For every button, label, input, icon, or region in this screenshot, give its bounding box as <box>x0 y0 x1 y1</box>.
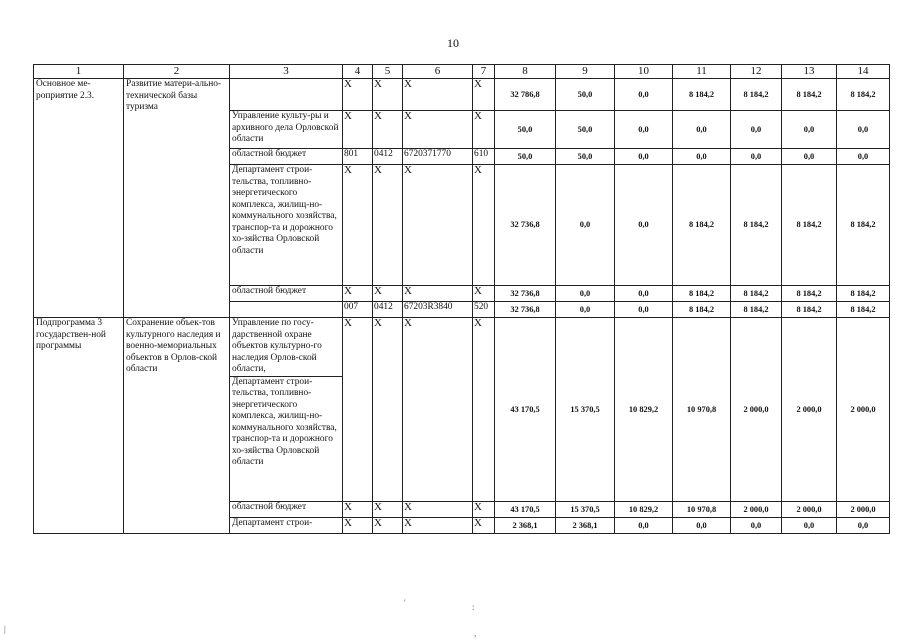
value-cell: 10 970,8 <box>673 502 731 518</box>
code-cell: X <box>473 165 495 286</box>
code-cell: X <box>343 79 373 111</box>
page-number: 10 <box>447 36 459 50</box>
subprogram-title: Сохранение объек-тов культурного наследия и военно-мемориальных объектов в Орлов-ской области <box>124 318 230 534</box>
value-cell: 8 184,2 <box>837 79 890 111</box>
value-cell: 0,0 <box>731 518 782 534</box>
code-cell: X <box>373 502 403 518</box>
value-cell: 8 184,2 <box>673 79 731 111</box>
value-cell: 50,0 <box>495 149 556 165</box>
value-cell: 0,0 <box>615 111 673 149</box>
code-cell: X <box>403 111 473 149</box>
value-cell: 8 184,2 <box>782 286 837 302</box>
header-cell: 8 <box>495 65 556 79</box>
value-cell: 0,0 <box>556 165 615 286</box>
value-cell: 15 370,5 <box>556 502 615 518</box>
value-cell: 0,0 <box>615 149 673 165</box>
code-cell: X <box>473 286 495 302</box>
value-cell: 0,0 <box>837 518 890 534</box>
value-cell: 32 786,8 <box>495 79 556 111</box>
header-cell: 11 <box>673 65 731 79</box>
header-cell: 14 <box>837 65 890 79</box>
value-cell: 2 000,0 <box>782 318 837 502</box>
code-cell: X <box>373 286 403 302</box>
executor-cell: областной бюджет <box>230 149 343 165</box>
value-cell: 0,0 <box>673 149 731 165</box>
value-cell: 8 184,2 <box>782 79 837 111</box>
code-cell: X <box>343 318 373 502</box>
header-cell: 4 <box>343 65 373 79</box>
executor-cell: Управление культу-ры и архивного дела Орловской области <box>230 111 343 149</box>
budget-table <box>33 64 890 534</box>
value-cell: 10 829,2 <box>615 502 673 518</box>
header-cell: 1 <box>34 65 124 79</box>
value-cell: 50,0 <box>556 111 615 149</box>
code-cell: 67203R3840 <box>403 302 473 318</box>
value-cell: 8 184,2 <box>782 302 837 318</box>
code-cell: X <box>343 286 373 302</box>
value-cell: 0,0 <box>673 518 731 534</box>
scan-speck: ' <box>404 598 406 608</box>
value-cell: 0,0 <box>615 286 673 302</box>
code-cell: 0412 <box>373 149 403 165</box>
executor-cell: областной бюджет <box>230 502 343 518</box>
value-cell: 8 184,2 <box>837 165 890 286</box>
value-cell: 2 368,1 <box>556 518 615 534</box>
code-cell: X <box>343 165 373 286</box>
value-cell: 0,0 <box>731 149 782 165</box>
value-cell: 2 000,0 <box>731 502 782 518</box>
header-row <box>34 65 890 79</box>
executor-cell <box>230 302 343 318</box>
executor-cell <box>230 318 343 502</box>
value-cell: 8 184,2 <box>837 286 890 302</box>
value-cell: 0,0 <box>615 302 673 318</box>
header-cell: 6 <box>403 65 473 79</box>
code-cell: X <box>403 79 473 111</box>
code-cell: X <box>473 79 495 111</box>
activity-name: Основное ме-роприятие 2.3. <box>34 79 124 318</box>
value-cell: 0,0 <box>837 111 890 149</box>
executor-construction: Департамент строи-тельства, топливно-энергетического комплекса, жилищ-но-коммунального хозяйства, транспор-та и дорожного хо-зяйства Орловской области <box>230 376 342 469</box>
value-cell: 10 829,2 <box>615 318 673 502</box>
value-cell: 32 736,8 <box>495 286 556 302</box>
value-cell: 2 000,0 <box>837 502 890 518</box>
code-cell: X <box>403 318 473 502</box>
code-cell: X <box>343 518 373 534</box>
code-cell: X <box>403 518 473 534</box>
table-row <box>34 318 890 502</box>
code-cell: 6720371770 <box>403 149 473 165</box>
code-cell: 801 <box>343 149 373 165</box>
value-cell: 43 170,5 <box>495 318 556 502</box>
value-cell: 2 000,0 <box>837 318 890 502</box>
value-cell: 8 184,2 <box>731 302 782 318</box>
scan-speck: , <box>474 628 477 638</box>
value-cell: 2 000,0 <box>731 318 782 502</box>
value-cell: 8 184,2 <box>731 79 782 111</box>
value-cell: 0,0 <box>782 111 837 149</box>
code-cell: 007 <box>343 302 373 318</box>
header-cell: 2 <box>124 65 230 79</box>
header-cell: 10 <box>615 65 673 79</box>
value-cell: 32 736,8 <box>495 165 556 286</box>
value-cell: 8 184,2 <box>782 165 837 286</box>
executor-cell <box>230 79 343 111</box>
activity-title: Развитие матери-ально-технической базы туризма <box>124 79 230 318</box>
value-cell: 15 370,5 <box>556 318 615 502</box>
header-cell: 5 <box>373 65 403 79</box>
value-cell: 8 184,2 <box>673 302 731 318</box>
value-cell: 0,0 <box>782 149 837 165</box>
header-cell: 3 <box>230 65 343 79</box>
value-cell: 0,0 <box>837 149 890 165</box>
table-row <box>34 79 890 111</box>
value-cell: 0,0 <box>615 165 673 286</box>
value-cell: 8 184,2 <box>673 165 731 286</box>
code-cell: 520 <box>473 302 495 318</box>
value-cell: 10 970,8 <box>673 318 731 502</box>
executor-heritage: Управление по госу-дарственной охране объектов культурно-го наследия Орлов-ской области, <box>232 318 322 374</box>
header-cell: 13 <box>782 65 837 79</box>
code-cell: X <box>343 111 373 149</box>
code-cell: 0412 <box>373 302 403 318</box>
header-cell: 12 <box>731 65 782 79</box>
code-cell: X <box>343 502 373 518</box>
code-cell: X <box>403 165 473 286</box>
executor-cell: Департамент строи-тельства, топливно-энергетического комплекса, жилищ-но-коммунального хозяйства, транспор-та и дорожного хо-зяйства Орловской области <box>230 165 343 286</box>
code-cell: X <box>403 286 473 302</box>
value-cell: 43 170,5 <box>495 502 556 518</box>
value-cell: 0,0 <box>556 302 615 318</box>
code-cell: X <box>373 79 403 111</box>
value-cell: 50,0 <box>495 111 556 149</box>
executor-cell: Департамент строи- <box>230 518 343 534</box>
value-cell: 0,0 <box>731 111 782 149</box>
value-cell: 50,0 <box>556 149 615 165</box>
value-cell: 0,0 <box>615 518 673 534</box>
code-cell: X <box>373 111 403 149</box>
value-cell: 2 368,1 <box>495 518 556 534</box>
value-cell: 8 184,2 <box>837 302 890 318</box>
header-cell: 9 <box>556 65 615 79</box>
scan-speck: | <box>4 624 6 634</box>
value-cell: 0,0 <box>782 518 837 534</box>
code-cell: X <box>473 518 495 534</box>
value-cell: 8 184,2 <box>731 165 782 286</box>
value-cell: 0,0 <box>615 79 673 111</box>
code-cell: X <box>473 318 495 502</box>
value-cell: 0,0 <box>673 111 731 149</box>
code-cell: X <box>373 518 403 534</box>
code-cell: X <box>403 502 473 518</box>
code-cell: X <box>473 111 495 149</box>
executor-cell: областной бюджет <box>230 286 343 302</box>
value-cell: 8 184,2 <box>731 286 782 302</box>
value-cell: 0,0 <box>556 286 615 302</box>
subprogram-name: Подпрограмма 3 государствен-ной программы <box>34 318 124 534</box>
code-cell: 610 <box>473 149 495 165</box>
code-cell: X <box>473 502 495 518</box>
value-cell: 8 184,2 <box>673 286 731 302</box>
scan-speck: : <box>472 602 475 612</box>
value-cell: 50,0 <box>556 79 615 111</box>
value-cell: 32 736,8 <box>495 302 556 318</box>
code-cell: X <box>373 165 403 286</box>
code-cell: X <box>373 318 403 502</box>
value-cell: 2 000,0 <box>782 502 837 518</box>
header-cell: 7 <box>473 65 495 79</box>
